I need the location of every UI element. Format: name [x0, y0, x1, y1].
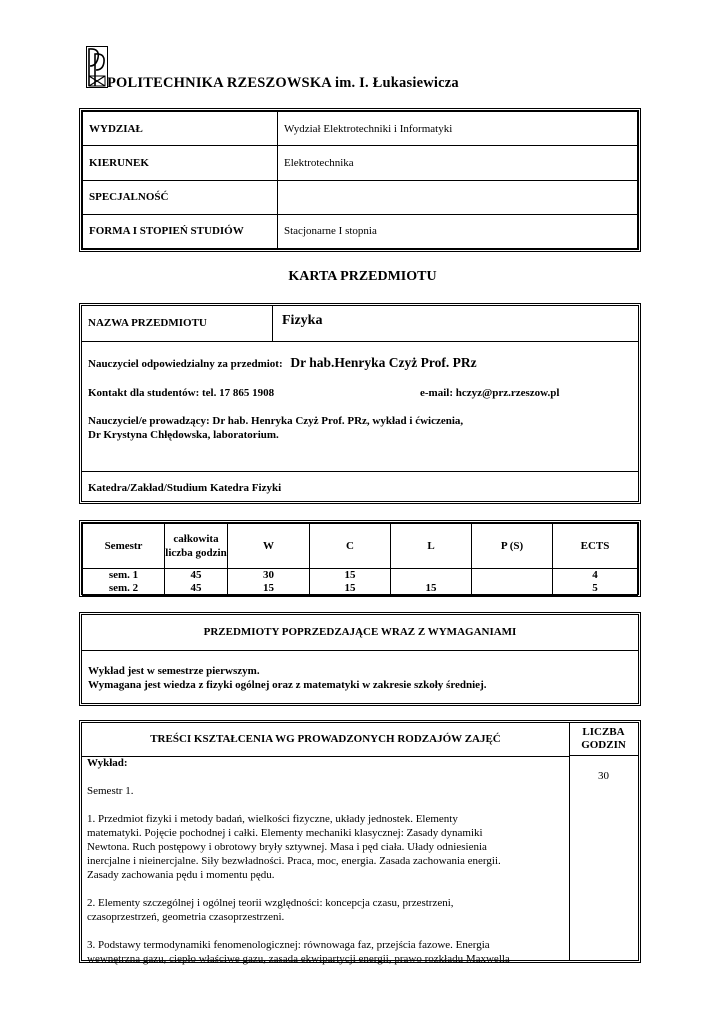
cell-sem2: sem. 2: [108, 582, 139, 594]
prerequisites-title: PRZEDMIOTY POPRZEDZAJĄCE WRAZ Z WYMAGANIAMI: [82, 615, 638, 651]
department: Katedra/Zakład/Studium Katedra Fizyki: [88, 482, 282, 494]
table-header-row: [83, 524, 638, 569]
col-total-hours: całkowita liczba godzin: [165, 524, 228, 569]
table-cell: [553, 569, 638, 596]
hours-header-line-1: LICZBA: [582, 726, 625, 738]
teachers-line-2: Dr Krystyna Chłędowska, laboratorium.: [88, 429, 279, 441]
col-c: C: [310, 524, 391, 569]
table-row: [83, 180, 638, 214]
divider: [272, 306, 273, 341]
table-cell: [310, 569, 391, 596]
responsible-line: [88, 355, 477, 371]
label-forma: FORMA I STOPIEŃ STUDIÓW: [83, 214, 278, 248]
col-l: L: [391, 524, 472, 569]
paragraph-2: [87, 896, 565, 924]
prz-logo-icon: [86, 46, 108, 88]
label-specjalnosc: SPECJALNOŚĆ: [83, 180, 278, 214]
paragraph-line: matematyki. Pojęcie pochodnej i całki. Elementy mechaniki klasycznej: Zasady dynamiki: [87, 827, 483, 839]
cell-sem1: sem. 1: [108, 569, 139, 581]
value-specjalnosc: [278, 180, 638, 214]
label-kierunek: KIERUNEK: [83, 146, 278, 180]
paragraph-line: inercjalne i nieinercjalne. Siły bezwładności. Praca, moc, energia. Zasada zachowania energii.: [87, 855, 501, 867]
responsible-value: Dr hab.Henryka Czyż Prof. PRz: [290, 355, 477, 370]
table-cell: [228, 569, 310, 596]
paragraph-line: Zasady zachowania pędu i momentu pędu.: [87, 869, 275, 881]
paragraph-line: czasoprzestrzeń, geometria czasoprzestrzeni.: [87, 911, 285, 923]
paragraph-line: 1. Przedmiot fizyki i metody badań, wielkości fizyczne, układy jednostek. Elementy: [87, 813, 458, 825]
table-row: [83, 112, 638, 146]
prerequisites-box: [79, 612, 641, 706]
contents-text: [87, 756, 565, 966]
hours-header-line-2: GODZIN: [581, 739, 626, 751]
faculty-info-table: [79, 108, 641, 252]
paragraph-3: [87, 938, 565, 966]
prerequisites-body: [88, 664, 486, 692]
paragraph-1: [87, 812, 565, 882]
teachers-line-1: Nauczyciel/e prowadzący: Dr hab. Henryka Czyż Prof. PRz, wykład i ćwiczenia,: [88, 415, 464, 427]
cell-sem1-total: 45: [190, 569, 202, 581]
semester-label: Semestr 1.: [87, 785, 134, 797]
table-cell: [391, 569, 472, 596]
label-wydzial: WYDZIAŁ: [83, 112, 278, 146]
table-row: [83, 214, 638, 248]
paragraph-line: Newtona. Ruch postępowy i obrotowy bryły sztywnej. Masa i pęd ciała. Ułady odniesienia: [87, 841, 487, 853]
cell-sem1-w: 30: [263, 569, 274, 581]
subject-staff-section: [82, 341, 638, 472]
cell-sem2-l: 15: [425, 582, 437, 594]
table-cell: [472, 569, 553, 596]
contents-title: TREŚCI KSZTAŁCENIA WG PROWADZONYCH RODZAJÓW ZAJĘĆ: [82, 723, 569, 757]
hours-header: [569, 723, 638, 756]
responsible-label: Nauczyciel odpowiedzialny za przedmiot:: [88, 358, 283, 370]
table-row: [83, 569, 638, 596]
table-cell: [83, 569, 165, 596]
cell-sem1-c: 15: [344, 569, 356, 581]
contact-email: e-mail: hczyz@prz.rzeszow.pl: [420, 387, 560, 399]
page-title: KARTA PRZEDMIOTU: [288, 269, 437, 284]
subject-name-label: NAZWA PRZEDMIOTU: [88, 317, 207, 329]
department-row: [82, 471, 638, 501]
paragraph-line: 2. Elementy szczególnej i ogólnej teorii względności: koncepcja czasu, przestrzeni,: [87, 897, 454, 909]
section-label: Wykład:: [87, 757, 128, 769]
hours-table: [79, 520, 641, 597]
prerequisites-line-2: Wymagana jest wiedza z fizyki ogólnej oraz z matematyki w zakresie szkoły średniej.: [88, 679, 487, 691]
hours-value: 30: [598, 770, 609, 782]
course-contents-box: [79, 720, 641, 963]
table-cell: [165, 569, 228, 596]
cell-sem1-ects: 4: [592, 569, 598, 581]
cell-sem2-w: 15: [263, 582, 274, 594]
subject-name-row: [82, 306, 638, 342]
university-header: [86, 46, 646, 90]
subject-name-value: Fizyka: [282, 313, 323, 328]
cell-sem1-l: [391, 569, 471, 582]
value-forma: Stacjonarne I stopnia: [278, 214, 638, 248]
divider: [569, 723, 570, 960]
table-row: [83, 146, 638, 180]
col-w: W: [228, 524, 310, 569]
subject-box: [79, 303, 641, 504]
contact-phone: Kontakt dla studentów: tel. 17 865 1908: [88, 387, 275, 399]
paragraph-line: 3. Podstawy termodynamiki fenomenologicznej: równowaga faz, przejścia fazowe. Energia: [87, 939, 490, 951]
cell-sem2-total: 45: [190, 582, 202, 594]
university-name: POLITECHNIKA RZESZOWSKA im. I. Łukasiewicza: [107, 75, 459, 91]
col-semestr: Semestr: [83, 524, 165, 569]
col-ps: P (S): [472, 524, 553, 569]
value-kierunek: Elektrotechnika: [278, 146, 638, 180]
paragraph-line: wewnętrzna gazu, ciepło właściwe gazu, zasada ekwipartycji energii, prawo rozkładu Maxwella: [87, 953, 510, 965]
cell-sem2-ects: 5: [592, 582, 598, 594]
value-wydzial: Wydział Elektrotechniki i Informatyki: [278, 112, 638, 146]
cell-sem2-c: 15: [344, 582, 356, 594]
col-ects: ECTS: [553, 524, 638, 569]
prerequisites-line-1: Wykład jest w semestrze pierwszym.: [88, 665, 260, 677]
